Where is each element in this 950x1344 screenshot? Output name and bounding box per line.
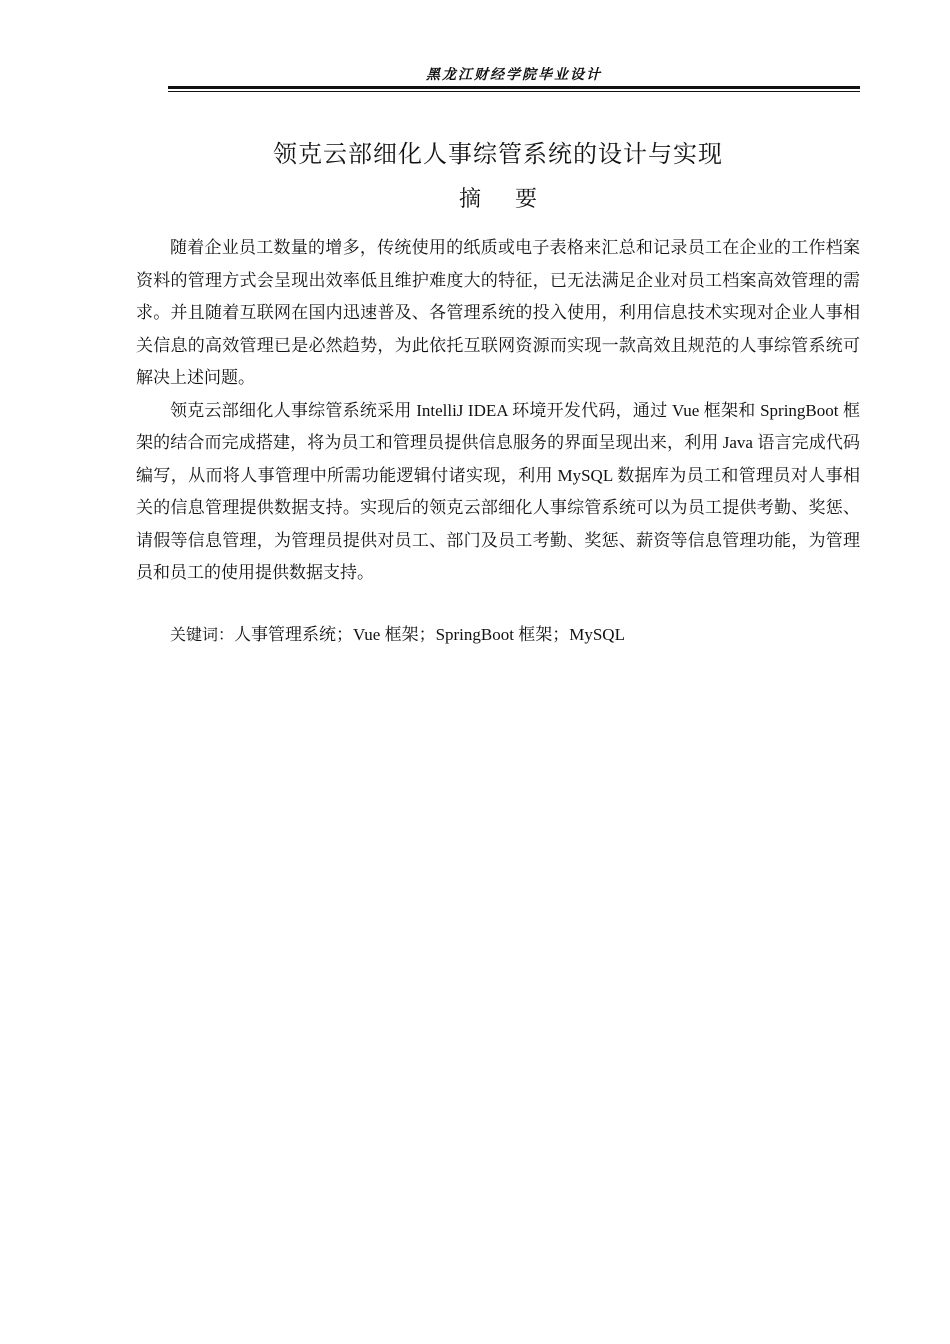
keywords-value: 人事管理系统；Vue 框架；SpringBoot 框架；MySQL <box>234 625 625 644</box>
running-header: 黑龙江财经学院毕业设计 <box>426 67 602 83</box>
header-double-rule <box>168 86 860 92</box>
abstract-paragraph-1: 随着企业员工数量的增多，传统使用的纸质或电子表格来汇总和记录员工在企业的工作档案资料的管理方式会呈现出效率低且维护难度大的特征，已无法满足企业对员工档案高效管理的需求。并且随着互联网在国内迅速普及、各管理系统的投入使用，利用信息技术实现对企业人事相关信息的高效管理已是必然趋势，为此依托互联网资源而实现一款高效且规范的人事综管系统可解决上述问题。 <box>136 238 860 387</box>
keywords-line <box>170 619 860 651</box>
abstract-paragraph-2: 领克云部细化人事综管系统采用 IntelliJ IDEA 环境开发代码，通过 Vue 框架和 SpringBoot 框架的结合而完成搭建，将为员工和管理员提供信息服务的界面呈现出来，利用 Java 语言完成代码编写，从而将人事管理中所需功能逻辑付诸实现，利用 MySQL 数据库为员工和管理员对人事相关的信息管理提供数据支持。实现后的领克云部细化人事综管系统可以为员工提供考勤、奖惩、请假等信息管理，为管理员提供对员工、部门及员工考勤、奖惩、薪资等信息管理功能，为管理员和员工的使用提供数据支持。 <box>136 400 860 582</box>
thesis-title: 领克云部细化人事综管系统的设计与实现 <box>273 140 723 168</box>
abstract-body <box>136 232 860 590</box>
keywords-label: 关键词： <box>170 625 235 644</box>
abstract-heading: 摘要 <box>458 187 571 212</box>
